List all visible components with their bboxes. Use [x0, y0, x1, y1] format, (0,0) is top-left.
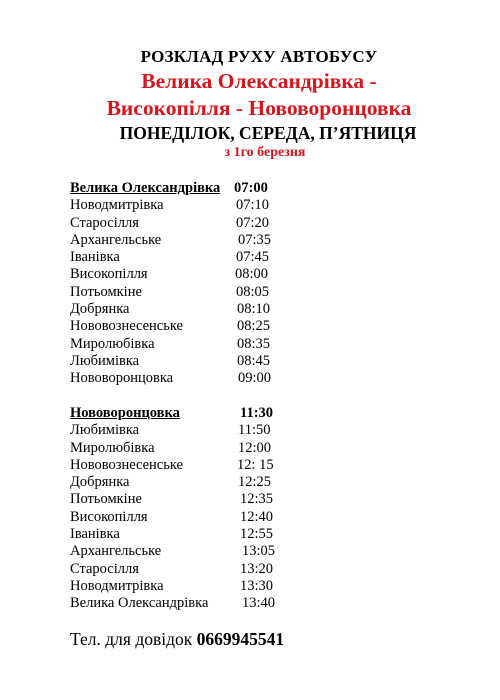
- stop-name: Велика Олександрівка: [70, 595, 209, 612]
- departure-time: 08:05: [236, 283, 270, 300]
- stop-name: Старосілля: [70, 214, 139, 231]
- phone-number: 0669945541: [196, 629, 285, 649]
- departure-time: 12:35: [240, 491, 274, 508]
- stop-name: Нововоронцовка: [70, 405, 180, 421]
- departure-time: 12:00: [238, 439, 272, 456]
- contact-info: [70, 629, 284, 650]
- stop-name: Любимівка: [70, 422, 140, 439]
- departure-time: 12: 15: [237, 456, 274, 473]
- departure-time: 08:00: [235, 266, 269, 283]
- schedule-title: РОЗКЛАД РУХУ АВТОБУСУ: [140, 47, 378, 66]
- departure-time: 07:10: [236, 197, 270, 214]
- stop-name: Старосілля: [70, 560, 139, 577]
- departure-time: 12:25: [238, 474, 272, 491]
- departure-time: 12:55: [240, 526, 274, 543]
- departure-time: 07:20: [236, 214, 270, 231]
- stop-name: Миролюбівка: [70, 439, 155, 456]
- stop-name: Високопілля: [70, 508, 148, 525]
- stop-name: Архангельське: [70, 231, 162, 248]
- stop-name: Добрянка: [70, 301, 130, 318]
- operating-days: ПОНЕДІЛОК, СЕРЕДА, П’ЯТНИЦЯ: [119, 123, 417, 143]
- departure-time: 13:30: [240, 577, 274, 594]
- departure-time: 07:35: [238, 231, 272, 248]
- departure-time: 07:45: [236, 249, 270, 266]
- departure-time: 13:05: [242, 543, 276, 560]
- departure-time: 08:35: [237, 335, 271, 352]
- stop-name: Іванівка: [70, 526, 120, 543]
- schedule-header: [0, 46, 500, 162]
- departure-time: 11:50: [238, 422, 271, 439]
- departure-time: 08:10: [237, 301, 271, 318]
- stop-name: Добрянка: [70, 474, 130, 491]
- stop-name: Миролюбівка: [70, 335, 155, 352]
- stop-name: Високопілля: [70, 266, 148, 283]
- departure-time: 13:40: [242, 595, 276, 612]
- stop-name: Потьомкіне: [70, 491, 142, 508]
- stop-name: Архангельське: [70, 543, 162, 560]
- route-name-line-1: Велика Олександрівка -: [141, 69, 377, 93]
- route-name-line-2: Високопілля - Нововоронцовка: [106, 96, 412, 120]
- departure-time: 13:20: [240, 560, 274, 577]
- departure-time: 07:00: [234, 180, 268, 196]
- departure-time: 09:00: [238, 370, 272, 387]
- start-date: з 1го березня: [224, 145, 306, 160]
- stop-name: Нововознесенське: [70, 318, 183, 335]
- stop-name: Потьомкіне: [70, 283, 142, 300]
- stop-name: Велика Олександрівка: [70, 180, 221, 196]
- departure-time: 08:25: [237, 318, 271, 335]
- departure-time: 11:30: [240, 405, 274, 421]
- stop-name: Іванівка: [70, 249, 120, 266]
- stop-name: Нововознесенське: [70, 456, 183, 473]
- departure-time: 12:40: [240, 508, 274, 525]
- stop-name: Новодмитрівка: [70, 197, 164, 214]
- contact-label: Тел. для довідок: [70, 629, 193, 649]
- stop-name: Новодмитрівка: [70, 577, 164, 594]
- departure-time: 08:45: [237, 352, 271, 369]
- stop-name: Любимівка: [70, 352, 140, 369]
- stop-name: Нововоронцовка: [70, 370, 174, 387]
